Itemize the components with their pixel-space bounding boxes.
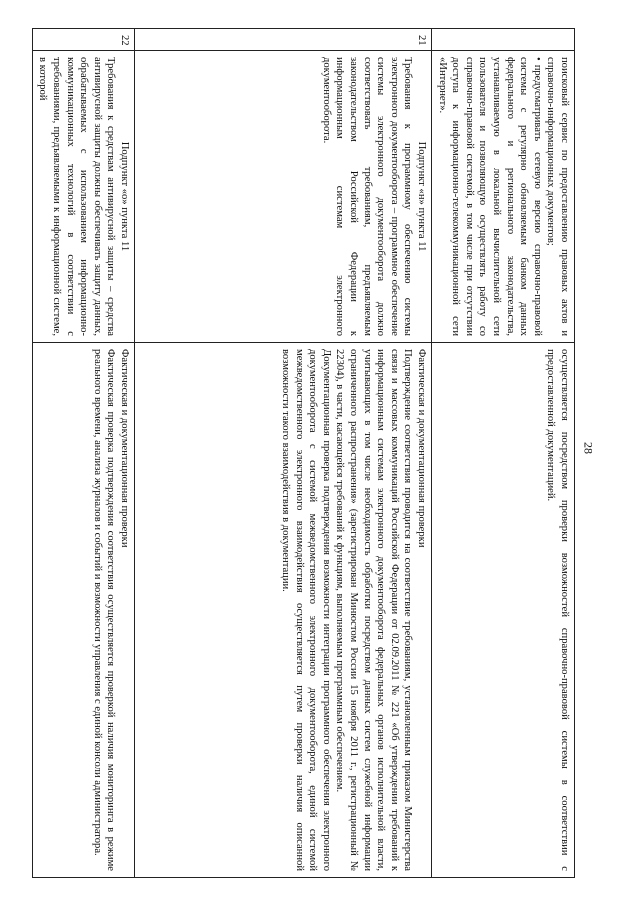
requirement-cell xyxy=(432,51,575,343)
verification-paragraph: Документационная проверка подтверждения возможности интеграции программного обеспечения электронного документооборота с системой межведомственного электронного документооборота, единой системой межведомственного электронного взаимодействия осуществляется путем проверки наличия описанной возможности такого взаимодействия в документации. xyxy=(280,349,332,871)
list-item: • предусматривать сетевую версию справочно-правовой системы с регулярно обновляемым банком данных федерального и регионального законодательства, устанавливаемую в локальной вычислительной сети пользователя и позволяющую осуществлять работу со справочно-правовой системой, в том числе при отсутствии доступа к информационно-телекоммуникационной сети «Интернет». xyxy=(435,57,544,336)
verification-cell xyxy=(135,343,432,878)
row-number xyxy=(432,29,575,51)
row-number: 22 xyxy=(32,29,134,51)
verification-text: осуществляется посредством проверки возможностей справочно-правовой системы в соответствии с предоставленной документацией. xyxy=(545,349,570,871)
requirement-intro: поисковый сервис по предоставлению правовых актов и справочно-информационных документов; xyxy=(545,57,570,336)
requirement-bullet-list xyxy=(435,57,544,336)
table-row xyxy=(432,29,575,878)
requirement-cell xyxy=(32,51,134,343)
table-row xyxy=(32,29,134,878)
rotated-page-content xyxy=(37,28,575,878)
requirement-text: Требования к программному обеспечению системы электронного документооборота – программное обеспечение системы электронного документооборота должно соответствовать требованиям, предъявляемым законодательством Российской Федерации к информационным системам электронного документооборота. xyxy=(320,57,414,336)
requirement-heading: Подпункт «н» пункта 11 xyxy=(416,141,428,252)
verification-heading: Фактическая и документационная проверки xyxy=(416,349,428,548)
requirements-table xyxy=(32,28,575,878)
verification-text: Фактическая проверка подтверждения соответствия осуществляется проверкой наличия мониторинга в режиме реального времени, анализа журналов и событий и возможности управления с единой консоли администратора. xyxy=(91,349,117,871)
page-number: 28 xyxy=(581,442,596,454)
verification-cell xyxy=(432,343,575,878)
requirement-cell xyxy=(135,51,432,343)
table-row xyxy=(135,29,432,878)
row-number: 21 xyxy=(135,29,432,51)
requirement-heading: Подпункт «о» пункта 11 xyxy=(119,141,131,252)
verification-cell xyxy=(32,343,134,878)
requirement-text: Требования к средствам антивирусной защиты – средства антивирусной защиты должны обеспечивать защиту данных, обрабатываемых с использованием информационно-коммуникационных технологий в соответствии с требованиями, предъявляемыми к информационной системе, в которой xyxy=(37,57,117,336)
verification-paragraph: Подтверждение соответствия проводится на соответствие требованиям, установленным приказом Министерства связи и массовых коммуникаций Российской Федерации от 02.09.2011 № 221 «Об утверждении требований к информационным системам электронного документооборота федеральных органов исполнительной власти, учитывающих в том числе необходимость обработки посредством данных систем служебной информации ограниченного распространения» (зарегистрирован Минюстом России 15 ноября 2011 г., регистрационный № 22304), в части, касающейся требований к функциям, выполняемым программным обеспечением. xyxy=(334,349,414,871)
verification-heading: Фактическая и документационная проверки xyxy=(119,349,131,548)
